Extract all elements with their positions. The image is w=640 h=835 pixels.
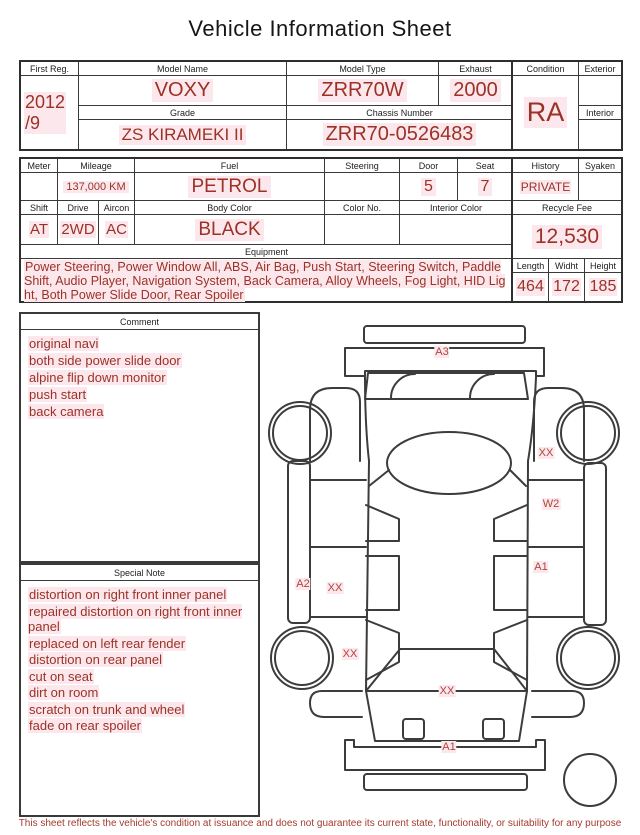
recycle-fee-value: 12,530	[513, 215, 621, 259]
steering-header: Steering	[325, 159, 400, 173]
widht-value: 172	[549, 273, 585, 301]
special-note-item: distortion on rear panel	[29, 652, 162, 667]
comment-item: both side power slide door	[29, 353, 181, 368]
special-note-item: distortion on right front inner panel	[29, 587, 227, 602]
syaken-header: Syaken	[579, 159, 621, 173]
door-header: Door	[400, 159, 458, 173]
chassis-number-value: ZRR70-0526483	[287, 120, 512, 149]
damage-label-right-rear-door: A1	[534, 561, 548, 573]
seat-value: 7	[458, 173, 512, 201]
special-note-list	[21, 581, 258, 740]
condition-table	[511, 60, 623, 151]
model-type-value: ZRR70W	[287, 76, 439, 106]
condition-header: Condition	[513, 62, 579, 76]
length-header: Length	[513, 259, 549, 273]
color-no-value	[325, 215, 400, 245]
equipment-header: Equipment	[21, 245, 512, 259]
damage-label-rear-panel: XX	[439, 685, 455, 697]
damage-label-right-front-fender: XX	[538, 447, 554, 459]
interior-value	[579, 120, 621, 149]
comment-header: Comment	[21, 314, 258, 330]
exhaust-value: 2000	[439, 76, 512, 106]
damage-label-rear-bumper: A1	[442, 741, 456, 753]
syaken-value	[579, 173, 621, 201]
mileage-header: Mileage	[58, 159, 135, 173]
special-note-item: fade on rear spoiler	[29, 718, 142, 733]
drive-value: 2WD	[58, 215, 99, 245]
damage-label-left-rocker: A2	[296, 578, 310, 590]
car-damage-diagram	[268, 316, 624, 808]
disclaimer-text: This sheet reflects the vehicle's condition at issuance and does not guarantee its current state, functionality, or suitability for any purpose	[18, 818, 622, 829]
meter-value	[21, 173, 58, 201]
aircon-value: AC	[99, 215, 135, 245]
shift-value: AT	[21, 215, 58, 245]
comment-item: back camera	[29, 404, 104, 419]
special-note-item: replaced on left rear fender	[29, 635, 186, 651]
damage-label-front-bumper: A3	[435, 346, 449, 358]
first-reg-header: First Reg.	[21, 62, 79, 76]
comment-list	[21, 330, 258, 426]
page-title: Vehicle Information Sheet	[188, 16, 452, 41]
shift-header: Shift	[21, 201, 58, 215]
special-note-item: scratch on trunk and wheel	[29, 701, 185, 717]
fuel-value: PETROL	[135, 173, 325, 201]
car-top-view-schematic	[268, 316, 624, 808]
interior-color-header: Interior Color	[400, 201, 512, 215]
seat-header: Seat	[458, 159, 512, 173]
special-note-box	[19, 563, 260, 817]
exterior-header: Exterior	[579, 62, 621, 76]
equipment-value: Power Steering, Power Window All, ABS, Air Bag, Push Start, Steering Switch, Paddle Shift, Audio Player, Navigation System, Back Camera, Alloy Wheels, Fog Light, HID Light, Both Power Slide Door, Rear Spoiler	[24, 260, 506, 302]
meter-header: Meter	[21, 159, 58, 173]
exhaust-header: Exhaust	[439, 62, 512, 76]
comment-box	[19, 312, 260, 563]
chassis-number-header: Chassis Number	[287, 106, 512, 120]
history-value: PRIVATE	[513, 173, 579, 201]
special-note-item: repaired distortion on right front inner panel	[28, 603, 243, 634]
damage-label-right-front-door: W2	[542, 498, 560, 510]
exterior-value	[579, 76, 621, 106]
damage-label-left-rear-fender: XX	[342, 648, 358, 660]
recycle-fee-header: Recycle Fee	[513, 201, 621, 215]
color-no-header: Color No.	[325, 201, 400, 215]
grade-value: ZS KIRAMEKI II	[79, 120, 287, 149]
special-note-item: cut on seat	[29, 668, 93, 684]
height-header: Height	[585, 259, 621, 273]
registration-table	[19, 60, 514, 151]
model-name-value: VOXY	[79, 76, 287, 106]
model-type-header: Model Type	[287, 62, 439, 76]
height-value: 185	[589, 278, 617, 295]
steering-value	[325, 173, 400, 201]
body-color-header: Body Color	[135, 201, 325, 215]
comment-item: alpine flip down monitor	[29, 370, 166, 385]
door-value: 5	[400, 173, 458, 201]
specs-table	[19, 157, 514, 303]
fuel-header: Fuel	[135, 159, 325, 173]
special-note-header: Special Note	[21, 565, 258, 581]
widht-header: Widht	[549, 259, 585, 273]
damage-label-left-rear-door: XX	[327, 582, 343, 594]
history-header: History	[513, 159, 579, 173]
comment-item: push start	[29, 387, 87, 402]
mileage-value: 137,000 KM	[58, 173, 135, 201]
body-color-value: BLACK	[135, 215, 325, 245]
aircon-header: Aircon	[99, 201, 135, 215]
first-reg-value: 2012 /9	[21, 76, 79, 149]
interior-color-value	[400, 215, 512, 245]
model-name-header: Model Name	[79, 62, 287, 76]
grade-header: Grade	[79, 106, 287, 120]
history-table	[511, 157, 623, 303]
drive-header: Drive	[58, 201, 99, 215]
comment-item: original navi	[29, 336, 99, 351]
interior-header: Interior	[579, 106, 621, 120]
condition-value: RA	[513, 76, 579, 149]
special-note-item: dirt on room	[29, 685, 99, 700]
length-value: 464	[513, 273, 549, 301]
